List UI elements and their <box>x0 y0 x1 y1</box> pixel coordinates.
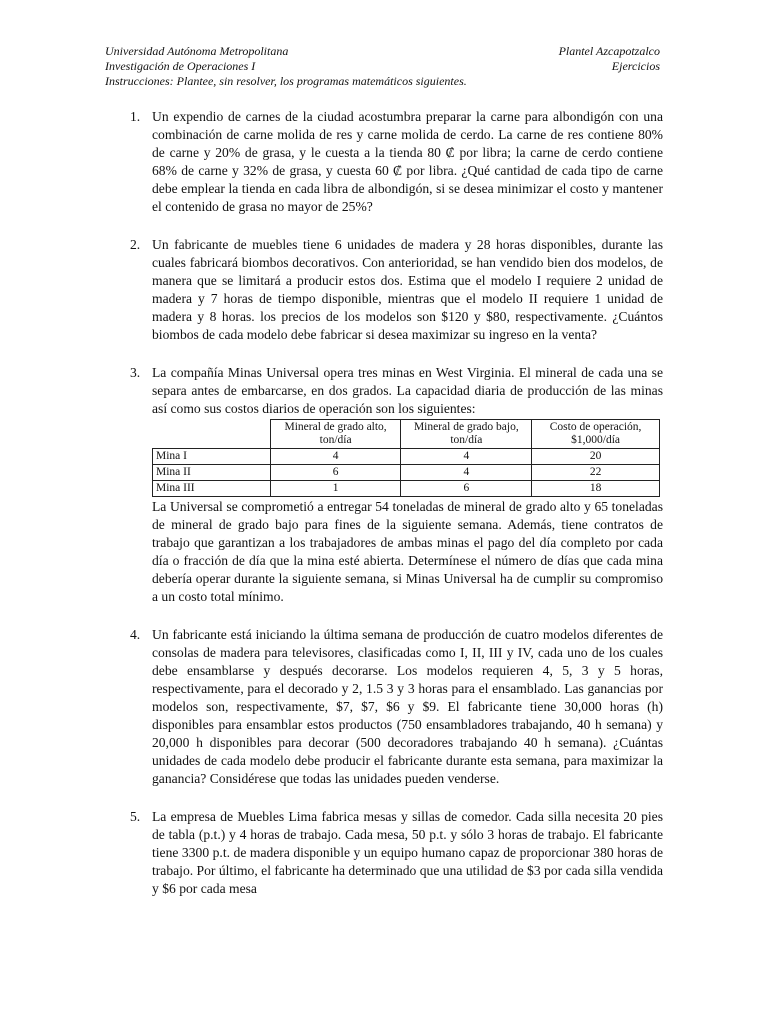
problem-text: Un fabricante de muebles tiene 6 unidades de madera y 28 horas disponibles, durante las cuales fabricará biombos decorativos. Con anterioridad, se han vendido bien dos modelos, de manera que se limitará a producir estos dos. Estima que el modelo I requiere 2 unidad de madera y 7 horas de tiempo disponible, mientras que el modelo II requiere 1 unidad de madera y 8 horas. los precios de los modelos son $120 y $80, respectivamente. ¿Cuántos biombos de cada modelo debe fabricar si desea maximizar su ingreso en la venta? <box>152 237 663 342</box>
problem-number: 4. <box>130 627 141 642</box>
problem-1 <box>105 108 663 216</box>
table-cell: 18 <box>532 481 660 497</box>
problem-text: Un fabricante está iniciando la última semana de producción de cuatro modelos diferentes de consolas de madera para televisores, clasificadas como I, II, III y IV, cada uno de los cuales debe ensamblarse y después decorarse. Los modelos requieren 4, 5, 3 y 5 horas, respectivamente, para el decorado y 2, 1.5 3 y 3 horas para el ensamblado. Las ganancias por modelos son, respectivamente, $7, $7, $6 y $9. El fabricante tiene 30,000 horas (h) disponibles para ensamblar estos productos (750 ensambladores trabajando, 40 h semana) y 20,000 h disponibles para decorar (500 decoradores trabajando 40 h semana). ¿Cuántas unidades de cada modelo debe producir el fabricante durante esta semana, para maximizar la ganancia? Considérese que todas las unidades pueden venderse. <box>152 627 663 786</box>
table-header-cell: Mineral de grado alto, ton/día <box>270 420 401 449</box>
problem-2 <box>105 236 663 344</box>
table-row <box>153 449 660 465</box>
table-cell: 22 <box>532 465 660 481</box>
table-corner-cell <box>153 420 271 449</box>
problem-number: 3. <box>130 365 141 380</box>
problem-text: La empresa de Muebles Lima fabrica mesas y sillas de comedor. Cada silla necesita 20 pies de tabla (p.t.) y 4 horas de trabajo. Cada mesa, 50 p.t. y sólo 3 horas de trabajo. El fabricante tiene 3300 p.t. de madera disponible y un equipo humano capaz de proporcionar 380 horas de trabajo. Por último, el fabricante ha determinado que una utilidad de $3 por cada silla vendida y $6 por cada mesa <box>152 809 663 896</box>
table-row <box>153 465 660 481</box>
table-header-cell: Costo de operación, $1,000/día <box>532 420 660 449</box>
problem-number: 1. <box>130 109 141 124</box>
problem-5 <box>105 808 663 898</box>
section-label: Ejercicios <box>611 59 660 73</box>
table-cell: Mina III <box>153 481 271 497</box>
problem-text-conclusion: La Universal se comprometió a entregar 54 toneladas de mineral de grado alto y 65 toneladas de mineral de grado bajo para fines de la siguiente semana. Además, tiene contratos de trabajo que garantizan a los trabajadores de ambas minas el pago del día completo por cada día o fracción de día que la mina esté abierta. Determínese el número de días que cada mina debería operar durante la siguiente semana, si Minas Universal ha de cumplir su compromiso a un costo total mínimo. <box>152 499 663 604</box>
table-cell: 1 <box>270 481 401 497</box>
table-cell: 4 <box>401 465 532 481</box>
university-name: Universidad Autónoma Metropolitana <box>105 44 289 58</box>
table-row <box>153 481 660 497</box>
table-cell: 4 <box>270 449 401 465</box>
header-row-2 <box>105 59 660 74</box>
table-cell: 4 <box>401 449 532 465</box>
problem-list <box>105 108 663 898</box>
campus-name: Plantel Azcapotzalco <box>558 44 660 58</box>
problem-3 <box>105 364 663 606</box>
instructions-line: Instrucciones: Plantee, sin resolver, los programas matemáticos siguientes. <box>105 74 467 88</box>
table-cell: 6 <box>270 465 401 481</box>
header-row-1 <box>105 44 660 59</box>
table-cell: Mina II <box>153 465 271 481</box>
problem-text-intro: La compañía Minas Universal opera tres minas en West Virginia. El mineral de cada una se separa antes de embarcarse, en dos grados. La capacidad diaria de producción de las minas así como sus costos diarios de operación son los siguientes: <box>152 365 663 416</box>
problem-number: 2. <box>130 237 141 252</box>
table-cell: 20 <box>532 449 660 465</box>
table-header-cell: Mineral de grado bajo, ton/día <box>401 420 532 449</box>
table-header-row <box>153 420 660 449</box>
document-header <box>105 44 660 89</box>
table-cell: 6 <box>401 481 532 497</box>
course-name: Investigación de Operaciones I <box>105 59 256 73</box>
problem-text: Un expendio de carnes de la ciudad acostumbra preparar la carne para albondigón con una combinación de carne molida de res y carne molida de cerdo. La carne de res contiene 80% de carne y 20% de grasa, y le cuesta a la tienda 80 ₡ por libra; la carne de cerdo contiene 68% de carne y 32% de grasa, y cuesta 60 ₡ por libra. ¿Qué cantidad de cada tipo de carne debe emplear la tienda en cada libra de albondigón, si se desea minimizar el costo y mantener el contenido de grasa no mayor de 25%? <box>152 109 663 214</box>
mines-table <box>152 419 660 497</box>
table-cell: Mina I <box>153 449 271 465</box>
problem-number: 5. <box>130 809 141 824</box>
problem-4 <box>105 626 663 788</box>
